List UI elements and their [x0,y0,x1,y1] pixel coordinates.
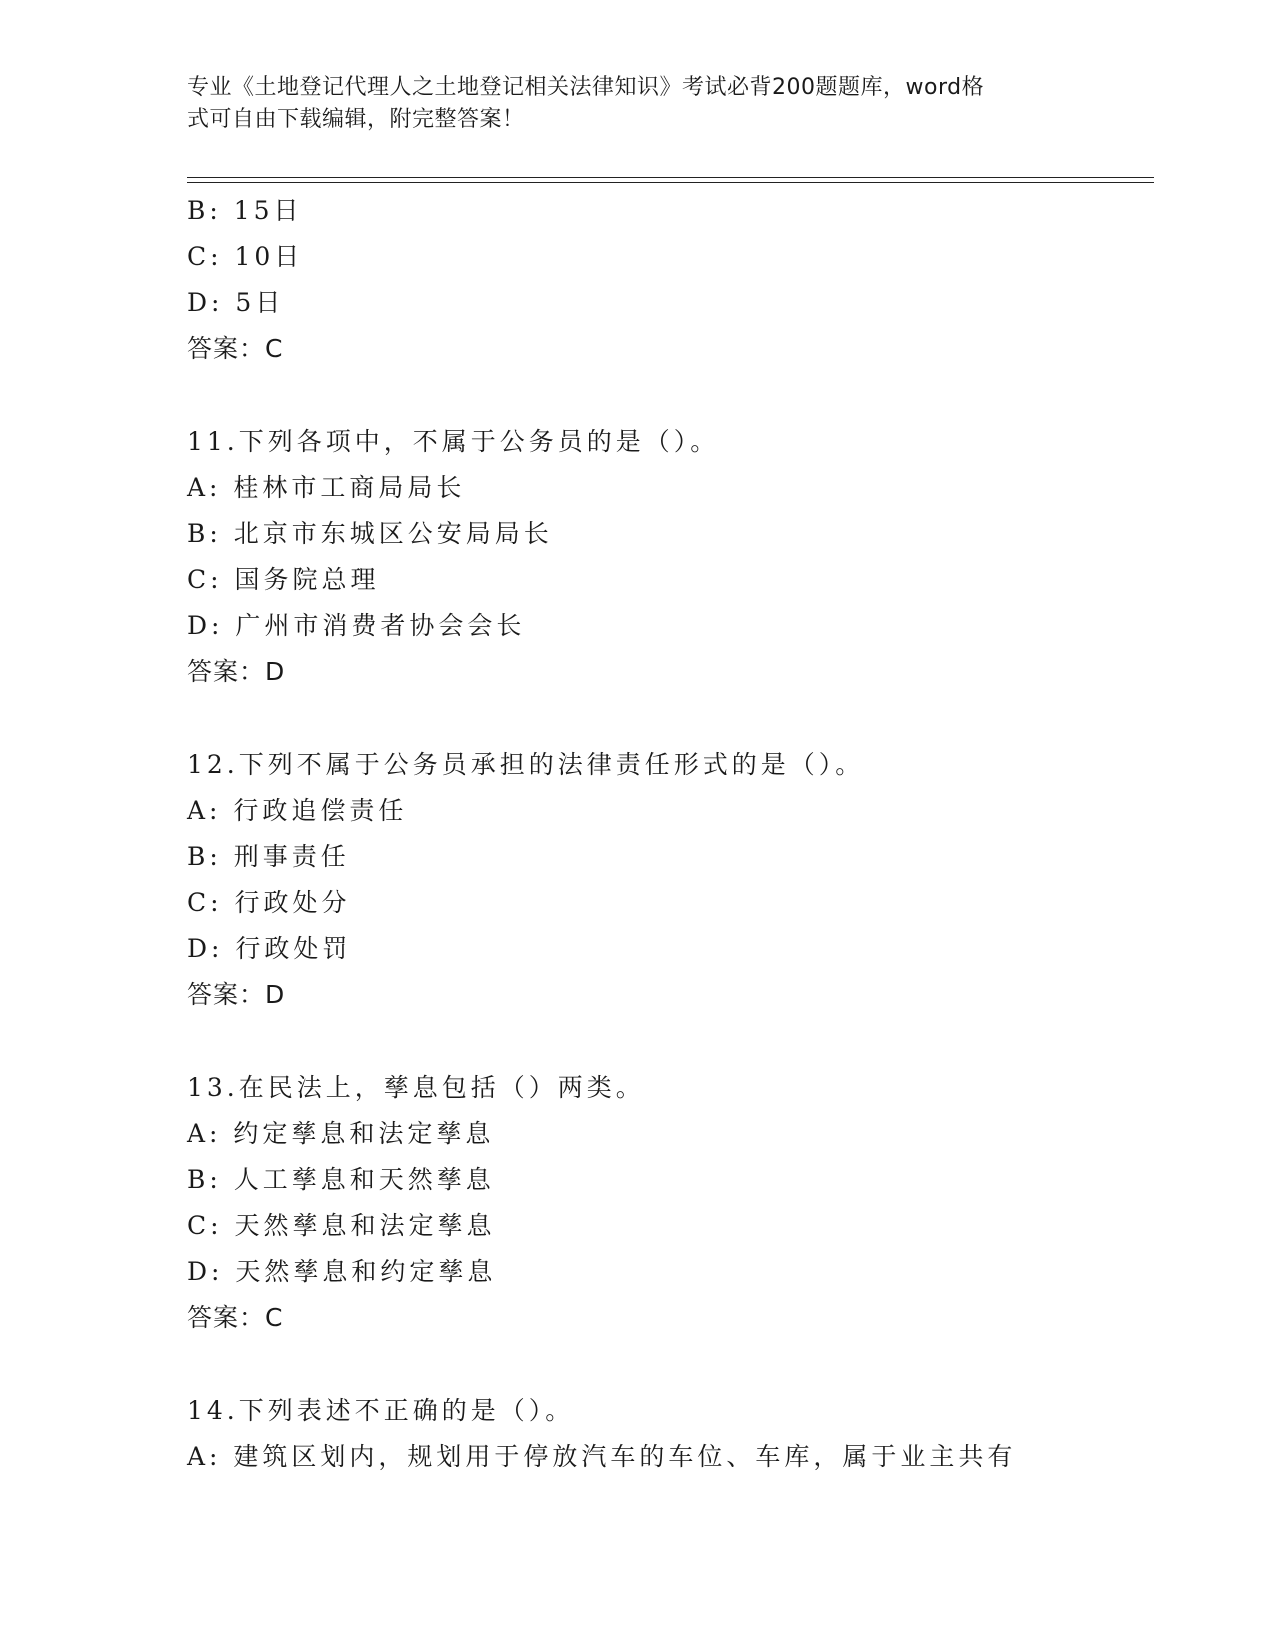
answer-line: 答案：C [187,334,284,363]
question-14 [187,1388,1147,1480]
question-list [187,188,1147,1480]
option-b: B: 刑事责任 [187,842,350,871]
option-b: B: 北京市东城区公安局局长 [187,519,553,548]
option-a: A: 行政追偿责任 [187,796,408,825]
option-b: B: 15日 [187,196,303,225]
question-stem: 12.下列不属于公务员承担的法律责任形式的是（）。 [187,750,865,779]
answer-line: 答案：D [187,980,286,1009]
header-divider-top [187,177,1154,178]
header-line-1: 专业《土地登记代理人之土地登记相关法律知识》考试必背200题题库，word格 [187,75,985,100]
question-12 [187,742,1147,1018]
option-d: D: 行政处罚 [187,934,352,963]
question-10-continued [187,188,1147,372]
option-a: A: 桂林市工商局局长 [187,473,466,502]
option-d: D: 天然孳息和约定孳息 [187,1257,497,1286]
option-d: D: 5日 [187,288,285,317]
option-c: C: 国务院总理 [187,565,380,594]
answer-line: 答案：D [187,657,286,686]
question-stem: 11.下列各项中，不属于公务员的是（）。 [187,427,720,456]
question-gap [187,372,1147,419]
document-header [187,72,1067,136]
option-c: C: 天然孳息和法定孳息 [187,1211,496,1240]
option-b: B: 人工孳息和天然孳息 [187,1165,495,1194]
question-13 [187,1065,1147,1341]
header-divider-bottom [187,182,1154,183]
option-a: A: 建筑区划内，规划用于停放汽车的车位、车库，属于业主共有 [187,1442,1017,1471]
question-gap [187,1018,1147,1065]
question-gap [187,695,1147,742]
question-11 [187,419,1147,695]
question-stem: 13.在民法上，孳息包括（）两类。 [187,1073,645,1102]
question-stem: 14.下列表述不正确的是（）。 [187,1396,575,1425]
question-gap [187,1341,1147,1388]
header-line-2: 式可自由下载编辑，附完整答案！ [187,107,525,132]
option-a: A: 约定孳息和法定孳息 [187,1119,495,1148]
option-c: C: 行政处分 [187,888,351,917]
option-c: C: 10日 [187,242,304,271]
option-d: D: 广州市消费者协会会长 [187,611,526,640]
answer-line: 答案：C [187,1303,284,1332]
